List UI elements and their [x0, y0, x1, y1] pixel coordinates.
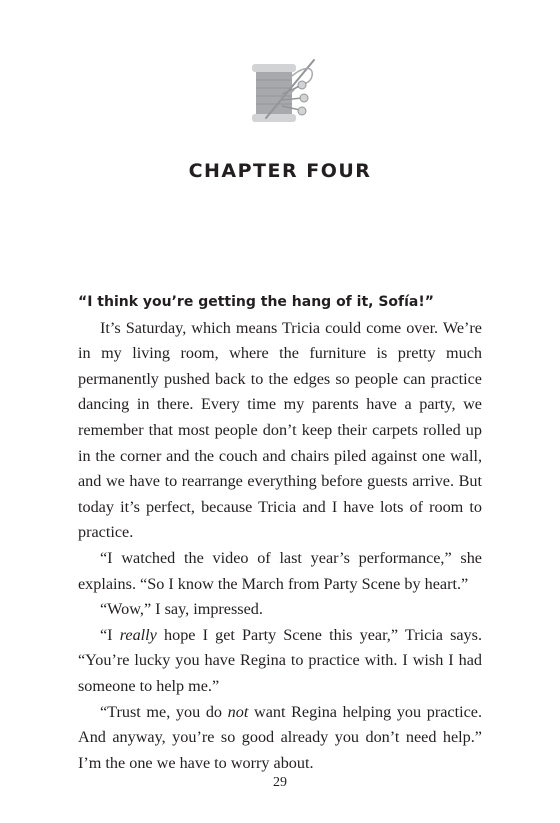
emphasis-text: really — [119, 625, 157, 644]
body-paragraph — [78, 700, 482, 777]
body-paragraph — [78, 546, 482, 597]
paragraph-text: hope I get Party Scene this year,” Tricia says. “You’re lucky you have Regina to practice with. I wish I had someone to help me.” — [78, 625, 482, 695]
thread-spool-icon — [242, 56, 318, 128]
paragraph-list — [78, 316, 482, 777]
pin-head-icon — [298, 81, 306, 89]
paragraph-text: want Regina helping you practice. And anyway, you’re so good already you don’t need help.” I’m the one we have to worry about. — [78, 702, 483, 772]
chapter-body — [78, 290, 482, 776]
body-paragraph — [78, 597, 482, 623]
pin-head-icon — [298, 107, 306, 115]
chapter-title: CHAPTER FOUR — [188, 160, 372, 182]
spool-top-flange — [252, 64, 296, 72]
spool-bottom-flange — [252, 114, 296, 122]
paragraph-text: “Trust me, you do — [100, 702, 228, 721]
body-paragraph — [78, 316, 482, 546]
paragraph-text: It’s Saturday, which means Tricia could come over. We’re in my living room, where the furniture is pretty much permanently pushed back to the edges so people can practice dancing in there. Every time my parents have a party, we remember that most people don’t keep their carpets rolled up in the corner and the couch and chairs piled against one wall, and we have to rearrange everything before guests arrive. But today it’s perfect, because Tricia and I have lots of room to practice. — [78, 318, 482, 542]
page-number: 29 — [273, 775, 287, 790]
paragraph-text: “Wow,” I say, impressed. — [100, 600, 263, 619]
paragraph-text: “I — [100, 625, 120, 644]
emphasis-text: not — [227, 702, 249, 721]
opening-line: “I think you’re getting the hang of it, Sofía!” — [78, 294, 434, 310]
body-paragraph — [78, 623, 482, 700]
pin-head-icon — [300, 94, 308, 102]
paragraph-text: “I watched the video of last year’s performance,” she explains. “So I know the March from Party Scene by heart.” — [78, 548, 482, 593]
